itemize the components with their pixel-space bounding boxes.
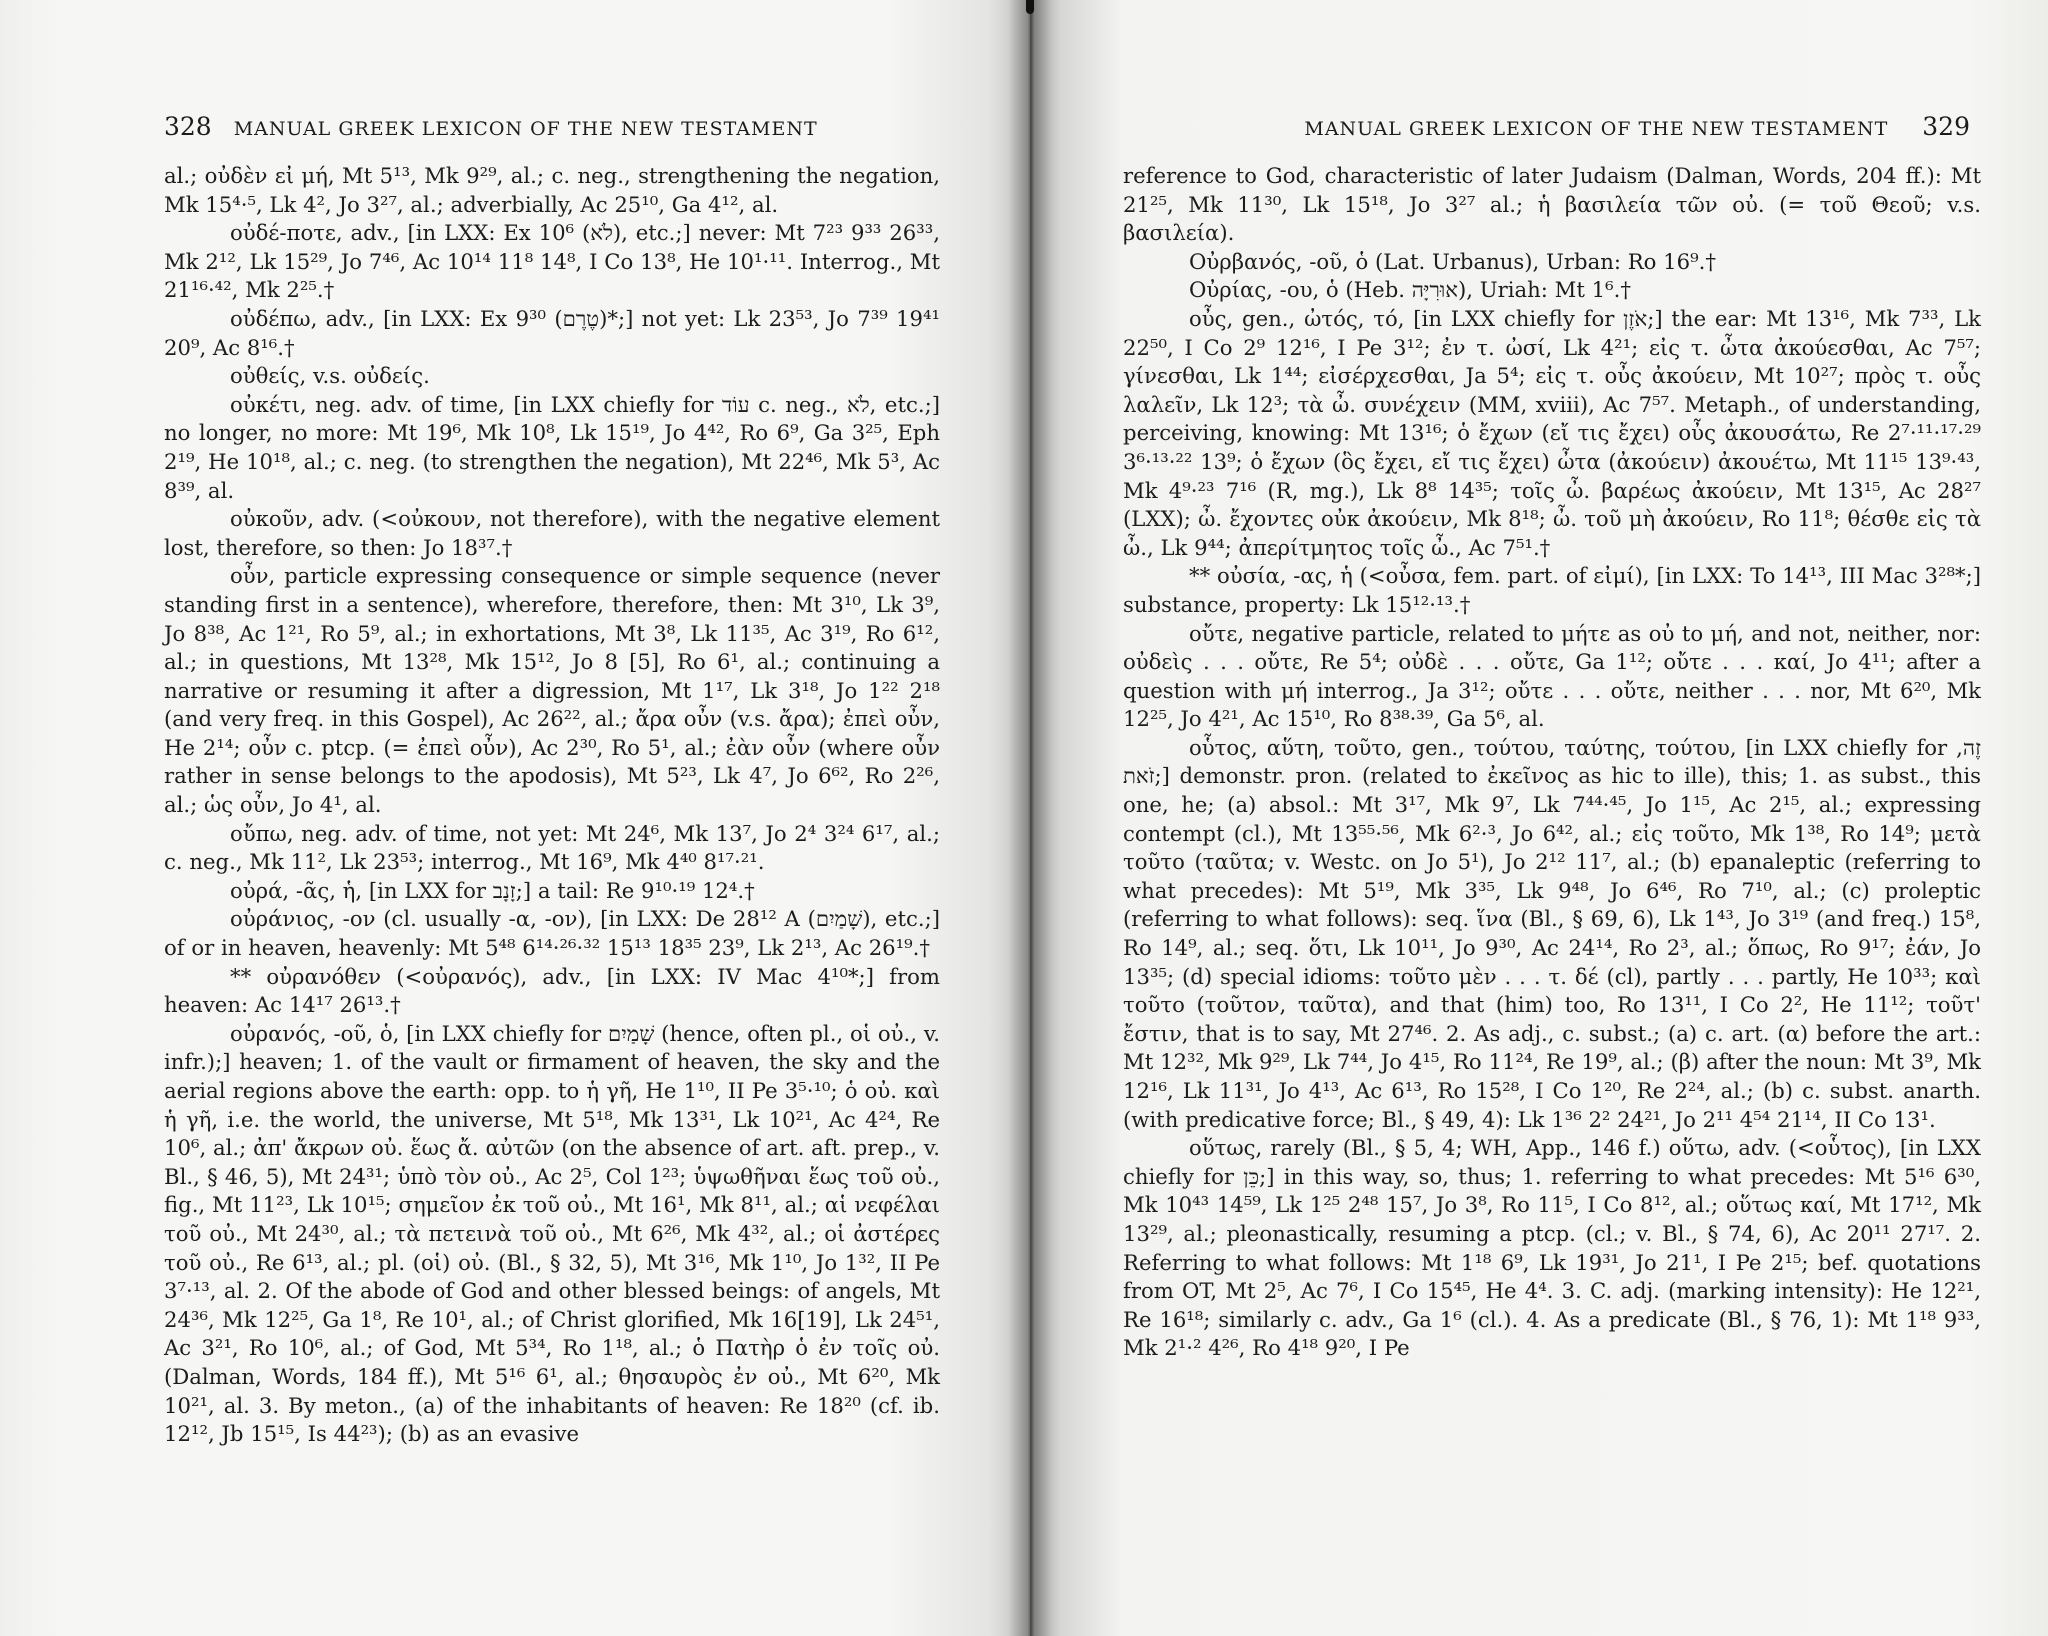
left-page-body (164, 162, 940, 1449)
entry-oupo: οὔπω, neg. adv. of time, not yet: Mt 24⁶, Mk 13⁷, Jo 2⁴ 3²⁴ 6¹⁷, al.; c. neg., Mk 11², Lk 23⁵³; interrog., Mt 16⁹, Mk 4⁴⁰ 8¹⁷·²¹. (164, 820, 940, 875)
entry-oute: οὔτε, negative particle, related to μήτε as οὐ to μή, and not, neither, nor: οὐδεὶς . . . οὔτε, Re 5⁴; οὐδὲ . . . οὔτε, Ga 1¹²; οὔτε . . . καί, Jo 4¹¹; after a question with μή interrog., Ja 3¹²; οὔτε . . . οὔτε, neither . . . nor, Mt 6²⁰, Mk 12²⁵, Jo 4²¹, Ac 15¹⁰, Ro 8³⁸·³⁹, Ga 5⁶, al. (1123, 620, 1981, 732)
entry-outheis: οὐθείς, v.s. οὐδείς. (230, 363, 430, 389)
entry-ouranios: οὐράνιος, -ον (cl. usually -α, -ον), [in LXX: De 28¹² A (שָׁמַיִם), etc.;] of or in heaven, heavenly: Mt 5⁴⁸ 6¹⁴·²⁶·³² 15¹³ 18³⁵ 23⁹, Lk 2¹³, Ac 26¹⁹.† (164, 906, 940, 961)
entry-ous: οὖς, gen., ὠτός, τό, [in LXX chiefly for אֹזֶן;] the ear: Mt 13¹⁶, Mk 7³³, Lk 22⁵⁰, I Co 2⁹ 12¹⁶, I Pe 3¹²; ἐν τ. ὠσί, Lk 4²¹; εἰς τ. ὦτα ἀκούεσθαι, Ac 7⁵⁷; γίνεσθαι, Lk 1⁴⁴; εἰσέρχεσθαι, Ja 5⁴; εἰς τ. οὖς ἀκούειν, Mt 10²⁷; πρὸς τ. οὖς λαλεῖν, Lk 12³; τὰ ὦ. συνέχειν (MM, xviii), Ac 7⁵⁷. Metaph., of understanding, perceiving, knowing: Mt 13¹⁶; ὁ ἔχων (εἴ τις ἔχει) οὖς ἀκουσάτω, Re 2⁷·¹¹·¹⁷·²⁹ 3⁶·¹³·²² 13⁹; ὁ ἔχων (ὃς ἔχει, εἴ τις ἔχει) ὦτα (ἀκούειν) ἀκουέτω, Mt 11¹⁵ 13⁹·⁴³, Mk 4⁹·²³ 7¹⁶ (R, mg.), Lk 8⁸ 14³⁵; τοῖς ὦ. βαρέως ἀκούειν, Mt 13¹⁵, Ac 28²⁷ (LXX); ὦ. ἔχοντες οὐκ ἀκούειν, Mk 8¹⁸; ὦ. τοῦ μὴ ἀκούειν, Ro 11⁸; θέσθε εἰς τὰ ὦ., Lk 9⁴⁴; ἀπερίτμητος τοῖς ὦ., Ac 7⁵¹.† (1123, 305, 1981, 560)
entry-houtos: οὗτος, αὕτη, τοῦτο, gen., τούτου, ταύτης, τούτου, [in LXX chiefly for זֶה, זֹאת;] demonstr. pron. (related to ἐκεῖνος as hic to ille), this; 1. as subst., this one, he; (a) absol.: Mt 3¹⁷, Mk 9⁷, Lk 7⁴⁴·⁴⁵, Jo 1¹⁵, Ac 2¹⁵, al.; expressing contempt (cl.), Mt 13⁵⁵·⁵⁶, Mk 6²·³, Jo 6⁴², al.; εἰς τοῦτο, Mk 1³⁸, Ro 14⁹; μετὰ τοῦτο (ταῦτα; v. Westc. on Jo 5¹), Jo 2¹² 11⁷, al.; (b) epanaleptic (referring to what precedes): Mt 5¹⁹, Mk 3³⁵, Lk 9⁴⁸, Jo 6⁴⁶, Ro 7¹⁰, al.; (c) proleptic (referring to what follows): seq. ἵνα (Bl., § 69, 6), Lk 1⁴³, Jo 3¹⁹ (and freq.) 15⁸, Ro 14⁹, al.; seq. ὅτι, Lk 10¹¹, Jo 9³⁰, Ac 24¹⁴, Ro 2³, al.; ὅπως, Ro 9¹⁷; ἐάν, Jo 13³⁵; (d) special idioms: τοῦτο μὲν . . . τ. δέ (cl), partly . . . partly, He 10³³; καὶ τοῦτο (τοῦτον, ταῦτα), and that (him) too, Ro 13¹¹, I Co 2², He 11¹²; τοῦτ' ἔστιν, that is to say, Mt 27⁴⁶. 2. As adj., c. subst.; (a) c. art. (α) before the art.: Mt 12³², Mk 9²⁹, Lk 7⁴⁴, Jo 4¹⁵, Ro 11²⁴, Re 19⁹, al.; (β) after the noun: Mt 3⁹, Mk 12¹⁶, Lk 11³¹, Jo 4¹³, Ac 6¹³, Ro 15²⁸, I Co 1²⁰, Re 2²⁴, al.; (b) c. subst. anarth. (with predicative force; Bl., § 49, 4): Lk 1³⁶ 2² 24²¹, Jo 2¹¹ 4⁵⁴ 21¹⁴, II Co 13¹. (1123, 734, 1981, 1132)
entry-oudepo: οὐδέπω, adv., [in LXX: Ex 9³⁰ (טֶרֶם)*;] not yet: Lk 23⁵³, Jo 7³⁹ 19⁴¹ 20⁹, Ac 8¹⁶.† (164, 305, 941, 360)
entry-ousia: ** οὐσία, -ας, ἡ (<οὖσα, fem. part. of εἰμί), [in LXX: To 14¹³, III Mac 3²⁸*;] substance, property: Lk 15¹²·¹³.† (1123, 563, 1981, 617)
left-paragraph: al.; οὐδὲν εἰ μή, Mt 5¹³, Mk 9²⁹, al.; c. neg., strengthening the negation, Mk 15⁴·⁵, Lk 4², Jo 3²⁷, al.; adverbially, Ac 25¹⁰, Ga 4¹², al. (164, 163, 940, 217)
entry-oudepote: οὐδέ-ποτε, adv., [in LXX: Ex 10⁶ (לֹא), etc.;] never: Mt 7²³ 9³³ 26³³, Mk 2¹², Lk 15²⁹, Jo 7⁴⁶, Ac 10¹⁴ 11⁸ 14⁸, I Co 13⁸, He 10¹·¹¹. Interrog., Mt 21¹⁶·⁴², Mk 2²⁵.† (164, 220, 940, 303)
right-page-body (1123, 162, 1981, 1363)
entry-ouranos: οὐρανός, -οῦ, ὁ, [in LXX chiefly for שָׁמַיִם (hence, often pl., οἱ οὐ., v. infr.);] heaven; 1. of the vault or firmament of heaven, the sky and the aerial regions above the earth: opp. to ἡ γῆ, He 1¹⁰, II Pe 3⁵·¹⁰; ὁ οὐ. καὶ ἡ γῆ, i.e. the world, the universe, Mt 5¹⁸, Mk 13³¹, Lk 10²¹, Ac 4²⁴, Re 10⁶, al.; ἀπ' ἄκρων οὐ. ἕως ἄ. αὐτῶν (on the absence of art. aft. prep., v. Bl., § 46, 5), Mt 24³¹; ὑπὸ τὸν οὐ., Ac 2⁵, Col 1²³; ὑψωθῆναι ἕως τοῦ οὐ., fig., Mt 11²³, Lk 10¹⁵; σημεῖον ἐκ τοῦ οὐ., Mt 16¹, Mk 8¹¹, al.; αἱ νεφέλαι τοῦ οὐ., Mt 24³⁰, al.; τὰ πετεινὰ τοῦ οὐ., Mt 6²⁶, Mk 4³², al.; οἱ ἀστέρες τοῦ οὐ., Re 6¹³, al.; pl. (οἱ) οὐ. (Bl., § 32, 5), Mt 3¹⁶, Mk 1¹⁰, Jo 1³², II Pe 3⁷·¹³, al. 2. Of the abode of God and other blessed beings: of angels, Mt 24³⁶, Mk 12²⁵, Ga 1⁸, Re 10¹, al.; of Christ glorified, Mk 16[19], Lk 24⁵¹, Ac 3²¹, Ro 10⁶, al.; of God, Mt 5³⁴, Ro 1¹⁸, al.; ὁ Πατὴρ ὁ ἐν τοῖς οὐ. (Dalman, Words, 184 ff.), Mt 5¹⁶ 6¹, al.; θησαυρὸς ἐν οὐ., Mt 6²⁰, Mk 10²¹, al. 3. By meton., (a) of the inhabitants of heaven: Re 18²⁰ (cf. ib. 12¹², Jb 15¹⁵, Is 44²³); (b) as an evasive (164, 1020, 941, 1447)
right-page (1030, 0, 2048, 1636)
entry-ouketi: οὐκέτι, neg. adv. of time, [in LXX chiefly for עוֹד c. neg., לֹא, etc.;] no longer, no more: Mt 19⁶, Mk 10⁸, Lk 15¹⁹, Jo 4⁴², Ro 6⁹, Ga 3²⁵, Eph 2¹⁹, He 10¹⁸, al.; c. neg. (to strengthen the negation), Mt 22⁴⁶, Mk 5³, Ac 8³⁹, al. (164, 391, 940, 503)
entry-ouranothen: ** οὐρανόθεν (<οὐρανός), adv., [in LXX: IV Mac 4¹⁰*;] from heaven: Ac 14¹⁷ 26¹³.† (164, 963, 940, 1018)
entry-ourias: Οὐρίας, -ου, ὁ (Heb. אוּרִיָּה), Uriah: Mt 1⁶.† (1189, 277, 1631, 303)
left-running-title: MANUAL GREEK LEXICON OF THE NEW TESTAMENT (233, 118, 818, 140)
right-page-number: 329 (1922, 112, 1970, 141)
entry-ourbanos: Οὐρβανός, -οῦ, ὁ (Lat. Urbanus), Urban: Ro 16⁹.† (1189, 248, 1716, 274)
binding-mark (1026, 0, 1034, 14)
left-page-header (164, 112, 934, 152)
entry-houtos-adv: οὕτως, rarely (Bl., § 5, 4; WH, App., 146 f.) οὕτω, adv. (<οὗτος), [in LXX chiefly for כֵּן;] in this way, so, thus; 1. referring to what precedes: Mt 5¹⁶ 6³⁰, Mk 10⁴³ 14⁵⁹, Lk 1²⁵ 2⁴⁸ 15⁷, Jo 3⁸, Ro 11⁵, I Co 8¹², al.; οὕτως καί, Mt 17¹², Mk 13²⁹, al.; pleonastically, resuming a ptcp. (cl.; v. Bl., § 74, 6), Ac 20¹¹ 27¹⁷. 2. Referring to what follows: Mt 1¹⁸ 6⁹, Lk 19³¹, Jo 21¹, I Pe 2¹⁵; bef. quotations from OT, Mt 2⁵, Ac 7⁶, I Co 15⁴⁵, He 4⁴. 3. C. adj. (marking intensity): He 12²¹, Re 16¹⁸; similarly c. adv., Ga 1⁶ (cl.). 4. As a predicate (Bl., § 76, 1): Mt 1¹⁸ 9³³, Mk 2¹·² 4²⁶, Ro 4¹⁸ 9²⁰, I Pe (1123, 1135, 1981, 1361)
right-running-title: MANUAL GREEK LEXICON OF THE NEW TESTAMENT (1304, 118, 1889, 140)
left-page-number: 328 (164, 112, 212, 141)
right-page-header (1195, 112, 1970, 152)
entry-oukoun: οὐκοῦν, adv. (<οὐκουν, not therefore), with the negative element lost, therefore, so then: Jo 18³⁷.† (164, 506, 940, 560)
entry-oura: οὐρά, -ᾶς, ἡ, [in LXX for זָנָב;] a tail: Re 9¹⁰·¹⁹ 12⁴.† (230, 877, 755, 903)
right-paragraph: reference to God, characteristic of later Judaism (Dalman, Words, 204 ff.): Mt 21²⁵, Mk 11³⁰, Lk 15¹⁸, Jo 3²⁷ al.; ἡ βασιλεία τῶν οὐ. (= τοῦ Θεοῦ; v.s. βασιλεία). (1123, 163, 1981, 246)
entry-oun: οὖν, particle expressing consequence or simple sequence (never standing first in a sentence), wherefore, therefore, then: Mt 3¹⁰, Lk 3⁹, Jo 8³⁸, Ac 1²¹, Ro 5⁹, al.; in exhortations, Mt 3⁸, Lk 11³⁵, Ac 3¹⁹, Ro 6¹², al.; in questions, Mt 13²⁸, Mk 15¹², Jo 8 [5], Ro 6¹, al.; continuing a narrative or resuming it after a digression, Mt 1¹⁷, Lk 3¹⁸, Jo 1²² 2¹⁸ (and very freq. in this Gospel), Ac 26²², al.; ἄρα οὖν (v.s. ἄρα); ἐπεὶ οὖν, He 2¹⁴; οὖν c. ptcp. (= ἐπεὶ οὖν), Ac 2³⁰, Ro 5¹, al.; ἐὰν οὖν (where οὖν rather in sense belongs to the apodosis), Mt 5²³, Lk 4⁷, Jo 6⁶², Ro 2²⁶, al.; ὡς οὖν, Jo 4¹, al. (164, 563, 940, 818)
